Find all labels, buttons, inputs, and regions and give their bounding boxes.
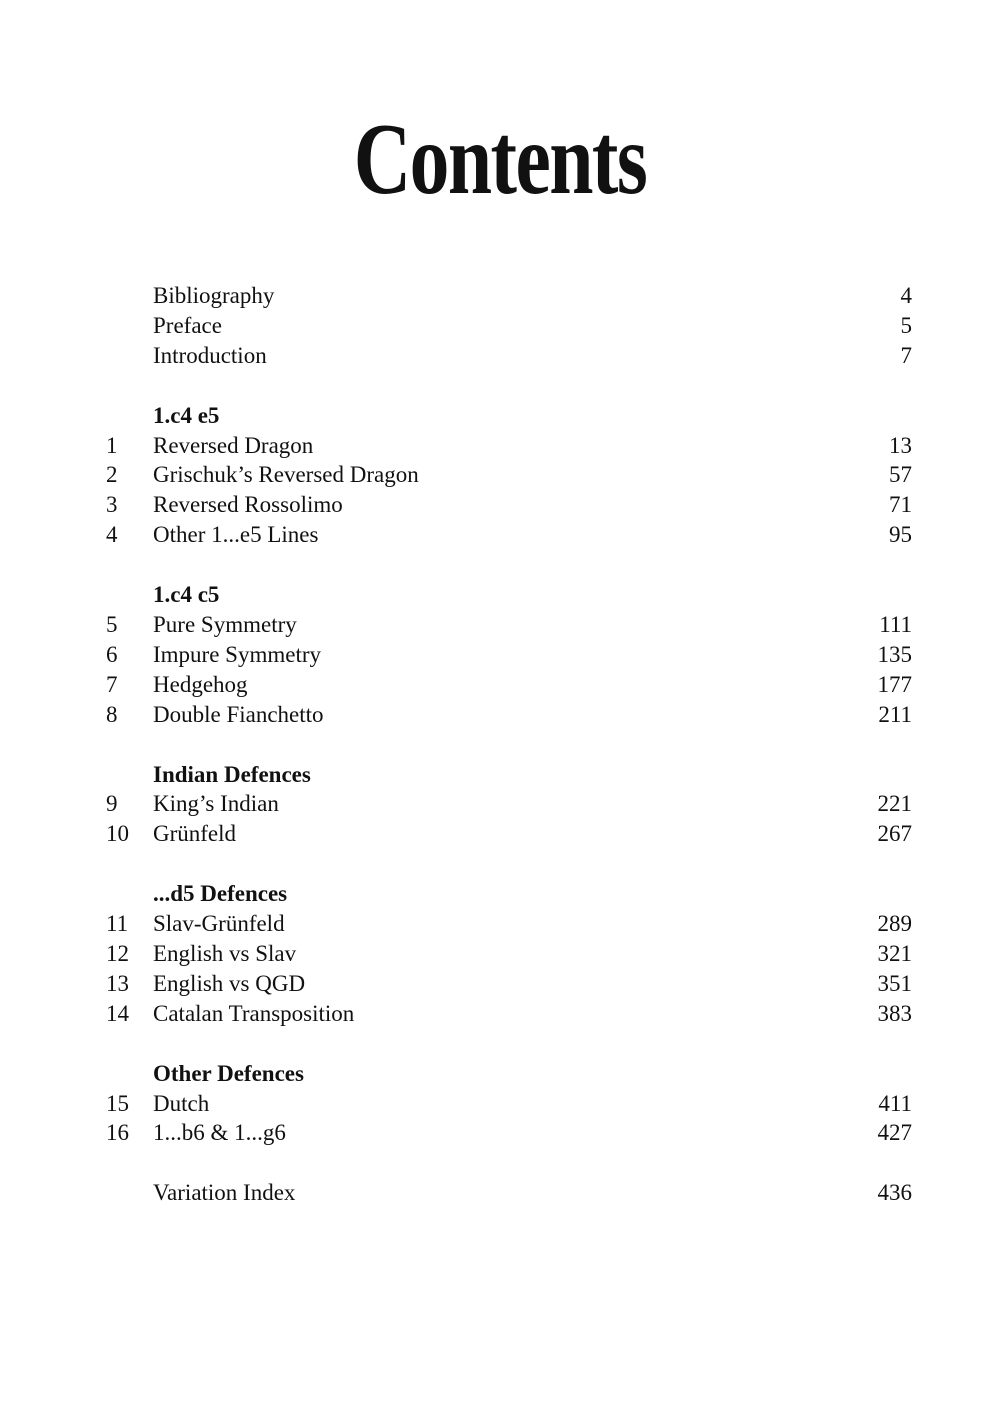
entry-title: Bibliography	[153, 283, 275, 308]
section-heading	[0, 401, 1000, 431]
page-number: 13	[889, 432, 912, 458]
page-number: 7	[900, 342, 912, 368]
entry-title: English vs QGD	[153, 970, 306, 996]
entry-title: English vs Slav	[153, 941, 297, 967]
entry-title: Preface	[153, 312, 222, 338]
page-number: 436	[877, 1180, 912, 1206]
entry-title: Dutch	[153, 1090, 210, 1116]
toc-entry-chapter-16[interactable]	[0, 1118, 1000, 1148]
page-title: Contents	[353, 103, 647, 216]
entry-title: Other 1...e5 Lines	[153, 522, 319, 548]
page-number: 5	[900, 312, 912, 338]
section-spacer	[0, 849, 1000, 879]
chapter-number: 4	[106, 522, 118, 548]
entry-title: Reversed Dragon	[153, 432, 314, 458]
chapter-number: 3	[106, 492, 118, 518]
page-number: 267	[877, 821, 912, 847]
entry-title: 1...b6 & 1...g6	[153, 1120, 286, 1146]
section-heading	[0, 760, 1000, 790]
section-spacer	[0, 1029, 1000, 1059]
entry-title: Double Fianchetto	[153, 701, 324, 727]
chapter-number: 16	[106, 1120, 129, 1146]
section-spacer	[0, 550, 1000, 580]
entry-title: Hedgehog	[153, 671, 248, 697]
toc-entry-chapter-13[interactable]	[0, 969, 1000, 999]
page-number: 289	[877, 911, 912, 937]
page-number: 111	[879, 612, 912, 638]
page-number: 135	[877, 641, 912, 667]
chapter-number: 1	[106, 432, 118, 458]
chapter-number: 11	[106, 911, 129, 937]
page-number: 95	[889, 522, 912, 548]
chapter-number: 5	[106, 612, 118, 638]
toc-entry-preface[interactable]	[0, 311, 1000, 341]
entry-title: Grischuk’s Reversed Dragon	[153, 462, 419, 488]
section-heading	[0, 580, 1000, 610]
toc-entry-chapter-7[interactable]	[0, 670, 1000, 700]
toc-entry-bibliography[interactable]	[0, 281, 1000, 311]
toc-entry-chapter-9[interactable]	[0, 789, 1000, 819]
toc-entry-chapter-4[interactable]	[0, 520, 1000, 550]
chapter-number: 8	[106, 701, 118, 727]
toc-entry-chapter-6[interactable]	[0, 640, 1000, 670]
section-spacer	[0, 1148, 1000, 1178]
entry-title: Impure Symmetry	[153, 641, 321, 667]
toc-entry-chapter-10[interactable]	[0, 819, 1000, 849]
chapter-number: 10	[106, 821, 129, 847]
page-number: 71	[889, 492, 912, 518]
toc-entry-chapter-1[interactable]	[0, 431, 1000, 461]
section-title: Indian Defences	[153, 761, 311, 787]
page-number: 383	[877, 1000, 912, 1026]
entry-title: Catalan Transposition	[153, 1000, 355, 1026]
toc-entry-chapter-15[interactable]	[0, 1089, 1000, 1119]
toc-entry-chapter-11[interactable]	[0, 909, 1000, 939]
page-number: 211	[878, 701, 912, 727]
page-number: 4	[900, 283, 912, 308]
entry-title: Grünfeld	[153, 821, 237, 847]
toc-entry-introduction[interactable]	[0, 341, 1000, 371]
entry-title: Variation Index	[153, 1180, 296, 1206]
section-title: ...d5 Defences	[153, 881, 288, 907]
page-number: 177	[877, 671, 912, 697]
section-title: Other Defences	[153, 1060, 304, 1086]
toc-entry-variation-index[interactable]	[0, 1178, 1000, 1208]
entry-title: King’s Indian	[153, 791, 279, 817]
chapter-number: 12	[106, 941, 129, 967]
toc-entry-chapter-3[interactable]	[0, 490, 1000, 520]
page-number: 57	[889, 462, 912, 488]
chapter-number: 14	[106, 1000, 129, 1026]
entry-title: Slav-Grünfeld	[153, 911, 285, 937]
entry-title: Introduction	[153, 342, 267, 368]
section-heading	[0, 879, 1000, 909]
section-spacer	[0, 730, 1000, 760]
toc-entry-chapter-8[interactable]	[0, 700, 1000, 730]
page-number: 321	[877, 941, 912, 967]
toc-entry-chapter-5[interactable]	[0, 610, 1000, 640]
section-heading	[0, 1059, 1000, 1089]
entry-title: Pure Symmetry	[153, 612, 297, 638]
toc-entry-chapter-14[interactable]	[0, 999, 1000, 1029]
toc-entry-chapter-2[interactable]	[0, 460, 1000, 490]
chapter-number: 9	[106, 791, 118, 817]
chapter-number: 6	[106, 641, 118, 667]
entry-title: Reversed Rossolimo	[153, 492, 343, 518]
page-number: 351	[877, 970, 912, 996]
section-spacer	[0, 371, 1000, 401]
chapter-number: 2	[106, 462, 118, 488]
chapter-number: 15	[106, 1090, 129, 1116]
toc-entry-chapter-12[interactable]	[0, 939, 1000, 969]
section-title: 1.c4 c5	[153, 582, 220, 608]
chapter-number: 13	[106, 970, 129, 996]
page-number: 411	[878, 1090, 912, 1116]
table-of-contents	[0, 281, 1000, 1208]
section-title: 1.c4 e5	[153, 402, 220, 428]
page-number: 427	[877, 1120, 912, 1146]
chapter-number: 7	[106, 671, 118, 697]
page-number: 221	[877, 791, 912, 817]
